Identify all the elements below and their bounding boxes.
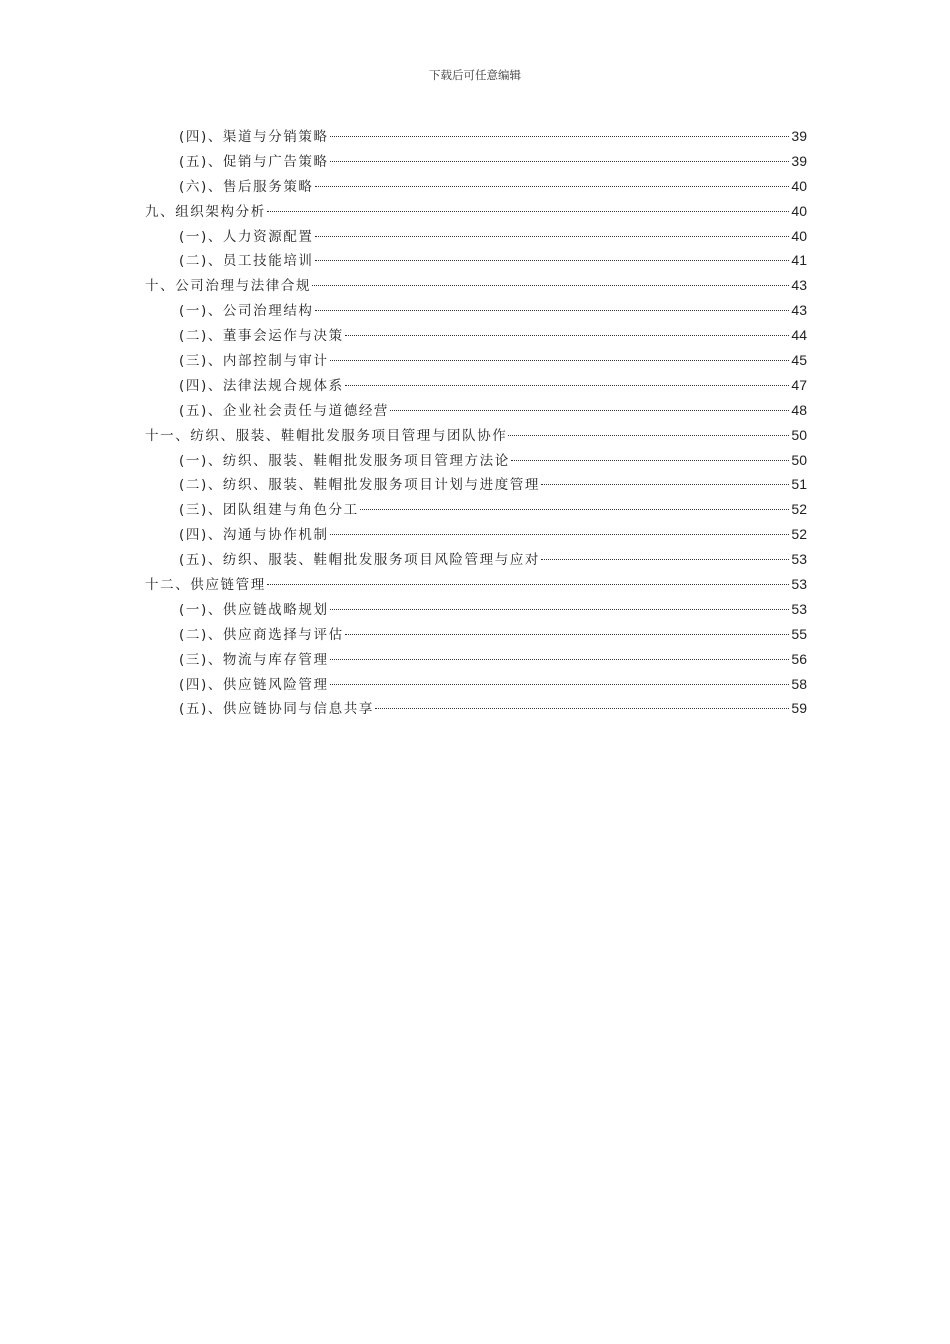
toc-section-entry[interactable] — [145, 522, 807, 547]
toc-dot-leader — [508, 435, 789, 436]
toc-entry-title: (二)、员工技能培训 — [179, 253, 314, 270]
toc-page-number: 45 — [791, 352, 807, 369]
toc-entry-title: (三)、物流与库存管理 — [179, 651, 329, 668]
toc-entry-title: 九、组织架构分析 — [145, 203, 266, 220]
toc-page-number: 40 — [791, 227, 807, 244]
toc-entry-title: (四)、渠道与分销策略 — [179, 129, 329, 145]
toc-page-number: 43 — [791, 277, 807, 294]
toc-page-number: 47 — [791, 376, 807, 393]
toc-section-entry[interactable] — [145, 672, 807, 697]
toc-dot-leader — [315, 236, 790, 237]
toc-entry-title: (六)、售后服务策略 — [179, 178, 314, 195]
toc-section-entry[interactable] — [145, 298, 807, 323]
toc-chapter-entry[interactable] — [145, 199, 807, 224]
toc-entry-title: (二)、供应商选择与评估 — [179, 626, 344, 643]
toc-page-number: 55 — [791, 625, 807, 642]
toc-entry-title: (一)、纺织、服装、鞋帽批发服务项目管理方法论 — [179, 452, 510, 469]
toc-entry-title: (一)、供应链战略规划 — [179, 601, 329, 618]
toc-page-number: 43 — [791, 302, 807, 319]
toc-dot-leader — [511, 460, 790, 461]
toc-page-number: 48 — [791, 401, 807, 418]
toc-section-entry[interactable] — [145, 323, 807, 348]
toc-entry-title: (五)、供应链协同与信息共享 — [179, 701, 374, 718]
toc-page-number: 51 — [791, 476, 807, 493]
toc-dot-leader — [315, 186, 790, 187]
toc-page-number: 59 — [791, 700, 807, 717]
toc-dot-leader — [330, 534, 790, 535]
toc-entry-title: (四)、沟通与协作机制 — [179, 527, 329, 544]
toc-chapter-entry[interactable] — [145, 572, 807, 597]
toc-section-entry[interactable] — [145, 472, 807, 497]
toc-dot-leader — [541, 484, 789, 485]
table-of-contents — [145, 124, 807, 721]
toc-page-number: 56 — [791, 650, 807, 667]
toc-section-entry[interactable] — [145, 348, 807, 373]
toc-entry-title: (二)、纺织、服装、鞋帽批发服务项目计划与进度管理 — [179, 477, 541, 494]
toc-entry-title: (三)、内部控制与审计 — [179, 353, 329, 370]
toc-dot-leader — [330, 609, 790, 610]
toc-section-entry[interactable] — [145, 149, 807, 174]
toc-chapter-entry[interactable] — [145, 423, 807, 448]
toc-dot-leader — [267, 211, 790, 212]
toc-page-number: 50 — [791, 451, 807, 468]
toc-entry-title: (五)、纺织、服装、鞋帽批发服务项目风险管理与应对 — [179, 552, 541, 569]
toc-dot-leader — [345, 335, 790, 336]
toc-section-entry[interactable] — [145, 497, 807, 522]
toc-section-entry[interactable] — [145, 373, 807, 398]
toc-section-entry[interactable] — [145, 398, 807, 423]
toc-dot-leader — [267, 584, 790, 585]
toc-entry-title: 十、公司治理与法律合规 — [145, 278, 312, 295]
toc-page-number: 40 — [791, 177, 807, 194]
toc-entry-title: 十一、纺织、服装、鞋帽批发服务项目管理与团队协作 — [145, 427, 508, 444]
toc-section-entry[interactable] — [145, 696, 807, 721]
toc-entry-title: 十二、供应链管理 — [145, 577, 266, 594]
toc-page-number: 52 — [791, 501, 807, 518]
toc-entry-title: (四)、法律法规合规体系 — [179, 377, 344, 394]
toc-dot-leader — [315, 310, 790, 311]
page-header: 下载后可任意编辑 — [429, 68, 521, 82]
toc-dot-leader — [541, 559, 789, 560]
toc-page-number: 41 — [791, 252, 807, 269]
toc-page-number: 52 — [791, 526, 807, 543]
toc-section-entry[interactable] — [145, 224, 807, 249]
toc-dot-leader — [345, 634, 790, 635]
toc-entry-title: (四)、供应链风险管理 — [179, 676, 329, 693]
toc-dot-leader — [315, 260, 790, 261]
toc-dot-leader — [390, 410, 789, 411]
toc-section-entry[interactable] — [145, 448, 807, 473]
toc-dot-leader — [345, 385, 790, 386]
toc-page-number: 58 — [791, 675, 807, 692]
toc-chapter-entry[interactable] — [145, 273, 807, 298]
toc-entry-title: (一)、公司治理结构 — [179, 303, 314, 320]
toc-section-entry[interactable] — [145, 124, 807, 149]
toc-section-entry[interactable] — [145, 647, 807, 672]
toc-page-number: 53 — [791, 576, 807, 593]
toc-section-entry[interactable] — [145, 174, 807, 199]
toc-page-number: 53 — [791, 600, 807, 617]
toc-dot-leader — [360, 509, 790, 510]
toc-section-entry[interactable] — [145, 547, 807, 572]
toc-dot-leader — [330, 684, 790, 685]
toc-dot-leader — [330, 161, 790, 162]
toc-dot-leader — [375, 708, 789, 709]
toc-entry-title: (五)、促销与广告策略 — [179, 153, 329, 170]
toc-entry-title: (一)、人力资源配置 — [179, 228, 314, 245]
toc-section-entry[interactable] — [145, 622, 807, 647]
toc-page-number: 53 — [791, 551, 807, 568]
toc-dot-leader — [330, 360, 790, 361]
toc-section-entry[interactable] — [145, 597, 807, 622]
toc-page-number: 44 — [791, 327, 807, 344]
toc-page-number: 39 — [791, 128, 807, 144]
toc-entry-title: (三)、团队组建与角色分工 — [179, 502, 359, 519]
toc-page-number: 50 — [791, 426, 807, 443]
toc-page-number: 39 — [791, 152, 807, 169]
toc-dot-leader — [312, 285, 789, 286]
toc-page-number: 40 — [791, 202, 807, 219]
toc-entry-title: (二)、董事会运作与决策 — [179, 328, 344, 345]
toc-dot-leader — [330, 136, 790, 137]
toc-dot-leader — [330, 659, 790, 660]
toc-section-entry[interactable] — [145, 248, 807, 273]
toc-entry-title: (五)、企业社会责任与道德经营 — [179, 402, 390, 419]
